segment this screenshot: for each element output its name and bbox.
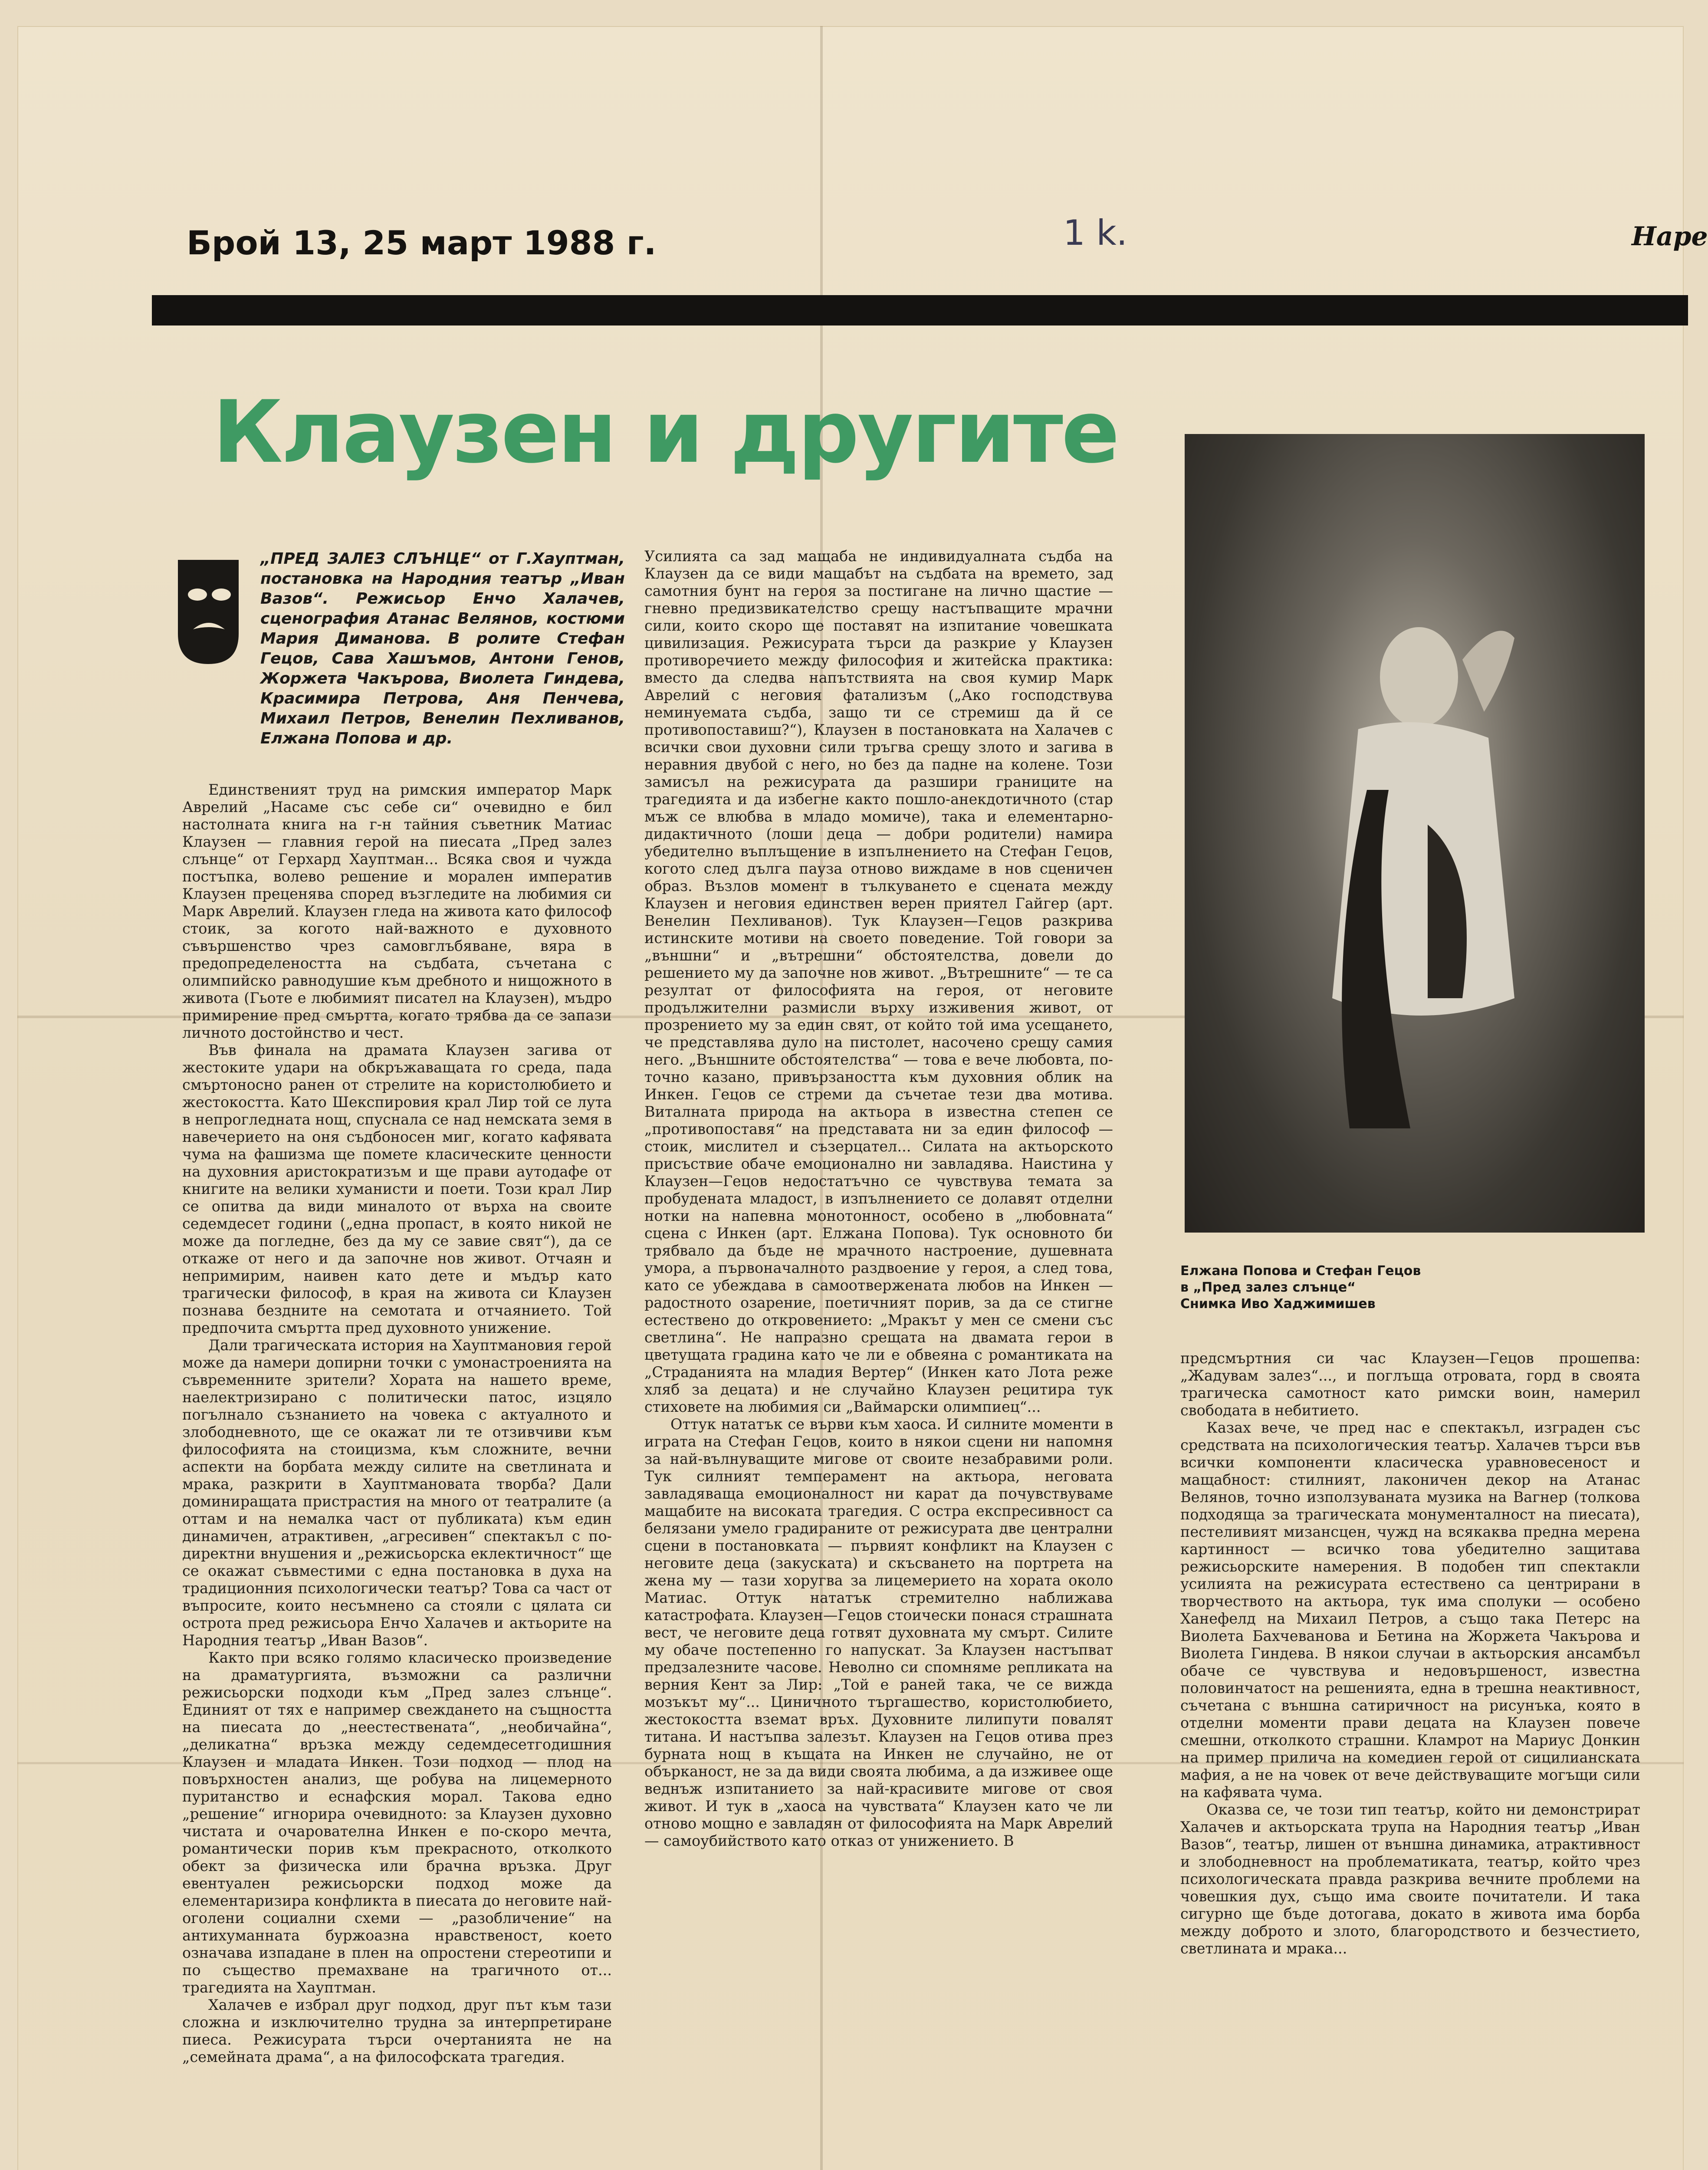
- photo-figures: [1185, 434, 1645, 1233]
- header-rule: [152, 295, 1688, 326]
- paragraph: Единственият труд на римския император Марк Аврелий „Насаме със себе си“ очевидно е бил настолната книга на г-н тайния съветник Матиас Клаузен — главния герой на пиесата „Пред залез слънце“ от Герхард Хауптман... Всяка своя и чужда постъпка, волево решение и морален императив Клаузен преценява според възгледите на любимия си Марк Аврелий. Клаузен гледа на живота като философ стоик, за когото най-важното е духовното съвършенство чрез самовглъбяване, вяра в предопределеността на съдбата, съчетана с олимпийско равнодушие към дребното и нищожното в живота (Гьоте е любимият писател на Клаузен), мъдро примирение пред смъртта, когато трябва да се запази личното достойнство и чест.: [182, 781, 612, 1041]
- article-column-3: [1180, 1350, 1640, 1957]
- caption-credit: Снимка Иво Хаджимишев: [1180, 1296, 1376, 1312]
- caption-line: Елжана Попова и Стефан Гецов: [1180, 1263, 1421, 1279]
- production-photo: [1185, 434, 1645, 1233]
- paragraph: предсмъртния си час Клаузен—Гецов прошепва: „Жадувам залез“..., и поглъща отровата, горд в своята трагическа самотност като римски воин, намерил свободата в небитието.: [1180, 1350, 1640, 1419]
- photo-caption: [1180, 1263, 1640, 1312]
- paragraph: Казах вече, че пред нас е спектакъл, изграден със средствата на психологическия театър. Халачев търси във всички компоненти класическа уравновесеност и мащабност: стилният, лаконичен декор на Атанас Велянов, точно използуваната музика на Вагнер (толкова подходяща за трагическата монументалност на пиесата), пестеливият мизансцен, чужд на всякаква предна мерена картинност — всичко това убедително защитава режисьорските намерения. В подобен тип спектакли усилията на режисурата естествено са центрирани в творчеството на актьора, тук има сполуки — особено Ханефелд на Михаил Петров, а също така Петерс на Виолета Бахчеванова и Бетина на Жоржета Чакърова и Виолета Гиндева. В някои случаи в актьорския ансамбъл обаче се чувствува и недовършеност, известна половинчатост на решенията, една в трешна неактивност, съчетана с външна сатиричност на рисунъка, която в отделни моменти прави децата на Клаузен повече смешни, отколкото страшни. Кламрот на Мариус Донкин на пример прилича на комедиен герой от сицилианската мафия, а не на човек от вече действуващите могъщи сили на кафявата чума.: [1180, 1419, 1640, 1801]
- caption-line: в „Пред залез слънце“: [1180, 1280, 1356, 1295]
- paragraph: Както при всяко голямо класическо произведение на драматургията, възможни са различни режисьорски подходи към „Пред залез слънце“. Единият от тях е например свеждането на същността на пиесата до „неестествената“, „необичайна“, „деликатна“ връзка между седемдесетгодишния Клаузен и младата Инкен. Този подход — плод на повърхностен анализ, ще робува на лицемерното пуританство и еснафския морал. Такова едно „решение“ игнорира очевидното: за Клаузен духовно чистата и очарователна Инкен е по-скоро мечта, романтически порив към прекрасното, отколкото обект за физическа или брачна връзка. Друг евентуален режисьорски подход може да елементаризира конфликта в пиесата до неговите най-оголени социални схеми — „разобличение“ на антихуманната буржоазна нравственост, което означава изпадане в плен на опростени стереотипи и по същество премахване на трагичното от... трагедията на Хауптман.: [182, 1649, 612, 1996]
- issue-date: Брой 13, 25 март 1988 г.: [187, 224, 657, 262]
- article-title: Клаузен и другите: [213, 382, 1118, 482]
- paragraph: Оттук нататък се върви към хаоса. И силните моменти в играта на Стефан Гецов, които в някои сцени ни напомня за най-вълнуващите мигове от своите незабравими роли. Тук силният темперамент на актьора, неговата завладяваща емоционалност ни карат да почувствуваме мащабите на високата трагедия. С остра експресивност са белязани умело градираните от режисурата две централни сцени в постановката — първият конфликт на Клаузен с неговите деца (закуската) и скъсването на портрета на жена му — тази хоругва за лицемерието на хората около Матиас. Оттук нататък стремително наближава катастрофата. Клаузен—Гецов стоически понася страшната вест, че неговите деца готвят духовната му смърт. Силите му обаче постепенно го напускат. За Клаузен настъпват предзалезните часове. Неволно си спомняме репликата на верния Кент за Лир: „Той е раней така, че се вижда мозъкът му“... Циничното търгашество, користолюбието, жестокостта вземат връх. Духовните лилипути повалят титана. И настъпва залезът. Клаузен на Гецов отива през бурната нощ в къщата на Инкен не случайно, не от обърканост, не за да види своята любима, а да изживее още веднъж изпитанието за най-красивите мигове от своя живот. И тук в „хаоса на чувствата“ Клаузен като че ли отново мощно е завладян от философията на Марк Аврелий — самоубийството като отказ от унижението. В: [644, 1416, 1113, 1849]
- newspaper-name: Наре: [1632, 221, 1708, 252]
- article-column-1: [182, 781, 612, 2066]
- paragraph: Оказва се, че този тип театър, който ни демонстрират Халачев и актьорската трупа на Народния театър „Иван Вазов“, театър, лишен от външна динамика, атрактивност и злободневност на проблематиката, театър, който чрез психологическата правда разкрива вечните проблеми на човешкия дух, също има своите почитатели. И така сигурно ще бъде дотогава, докато в живота има борба между доброто и злото, благородството и безчестието, светлината и мрака...: [1180, 1801, 1640, 1957]
- article-column-2: [644, 548, 1113, 1850]
- theatre-mask-icon: [174, 560, 243, 664]
- handwritten-mark: 1 k.: [1063, 213, 1128, 253]
- paragraph: Във финала на драмата Клаузен загива от жестоките удари на обкръжаващата го среда, пада смъртоносно ранен от стрелите на користолюбието и жестокостта. Като Шекспировия крал Лир той се лута в непрогледната нощ, спуснала се над немската земя в навечерието на оня съдбоносен миг, когато кафявата чума на фашизма ще помете класическите ценности на духовния аристократизъм и ще прави аутодафе от книгите на велики хуманисти и поети. Този крал Лир се опитва да види миналото от върха на своите седемдесет години („една пропаст, в която никой не може да погледне, без да му се завие свят“), да се откаже от него и да започне нов живот. Отчаян и непримирим, наивен като дете и мъдър като трагически философ, в края на живота си Клаузен познава бездните на семотата и отчаянието. Той предпочита смъртта пред духовното унижение.: [182, 1042, 612, 1336]
- production-credits: „ПРЕД ЗАЛЕЗ СЛЪНЦЕ“ от Г.Хауптман, постановка на Народния театър „Иван Вазов“. Режисьор Енчо Халачев, сценография Атанас Велянов, костюми Мария Диманова. В ролите Стефан Гецов, Сава Хашъмов, Антони Генов, Жоржета Чакърова, Виолета Гиндева, Красимира Петрова, Аня Пенчева, Михаил Петров, Венелин Пехливанов, Елжана Попова и др.: [260, 550, 625, 747]
- paragraph: Дали трагическата история на Хауптмановия герой може да намери допирни точки с умонастроенията на съвременните зрители? Хората на нашето време, наелектризирано с политически патос, изцяло погълнало съзнанието на човека с актуалното и злободневното, ще се окажат ли те отзивчиви към философията на стоицизма, към сложните, вечни аспекти на борбата между силите на светлината и мрака, разкрити в Хауптмановата творба? Дали доминиращата пристрастия на много от театралите (а оттам и на немалка част от публиката) към един динамичен, атрактивен, „агресивен“ спектакъл с по-директни внушения и „режисьорска еклектичност“ ще се окажат съвместими с една постановка в духа на традиционния психологически театър? Това са част от въпросите, които несъмнено са стояли с цялата си острота пред режисьора Енчо Халачев и актьорите на Народния театър „Иван Вазов“.: [182, 1337, 612, 1649]
- paragraph: Усилията са зад мащаба не индивидуалната съдба на Клаузен да се види мащабът на съдбата на времето, зад самотния бунт на героя за постигане на лично щастие — гневно предизвикателство срещу настъпващите мрачни сили, които скоро ще поставят на изпитание човешката цивилизация. Режисурата търси да разкрие у Клаузен противоречието между философия и житейска практика: вместо да следва напътствията на своя кумир Марк Аврелий с неговия фатализъм („Ако господствува неминуемата съдба, защо ти се стремиш да й се противопоставиш?“), Клаузен в постановката на Халачев с всички свои духовни сили тръгва срещу злото и загива в неравния двубой с него, но без да падне на колене. Този замисъл на режисурата да разшири границите на трагедията и да избегне както пошло-анекдотичното (стар мъж се влюбва в младо момиче), така и елементарно-дидактичното (лоши деца — добри родители) намира убедително въплъщение в изпълнението на Стефан Гецов, когото след дълга пауза отново виждаме в нов сценичен образ. Възлов момент в тълкуването е сцената между Клаузен и неговия единствен верен приятел Гайгер (арт. Венелин Пехливанов). Тук Клаузен—Гецов разкрива истинските мотиви на своето поведение. Той говори за „външни“ и „вътрешни“ обстоятелства, довели до решението му да започне нов живот. „Вътрешните“ — те са резултат от философията на героя, от неговите продължителни размисли върху изживения живот, от прозрението му за един свят, от който той има усещането, че представлява дуло на пистолет, насочено срещу самия него. „Външните обстоятелства“ — това е вече любовта, по-точно казано, привързаността към духовния облик на Инкен. Гецов се стреми да съчетае тези два мотива. Виталната природа на актьора в известна степен се „противопоставя“ на представата ни за един философ — стоик, мислител и съзерцател... Силата на актьорското присъствие обаче емоционално ни завладява. Наистина у Клаузен—Гецов недостатъчно се чувствува темата за пробудената младост, в изпълнението се долавят отделни нотки на напевна монотонност, особено в „любовната“ сцена с Инкен (арт. Елжана Попова). Тук основното би трябвало да бъде не мрачното настроение, душевната умора, а първоначалното раздвоение у героя, а след това, като се убеждава в самоотвержената любов на Инкен — радостното озарение, поетичният порив, за да се стигне естествено до откровението: „Мракът у мен се смени със светлина“. Не напразно срещата на двамата герои в цветущата градина като че ли е обвеяна с романтиката на „Страданията на младия Вертер“ (Инкен като Лота реже хляб за децата) и не случайно Клаузен рецитира тук стиховете на любимия си „Ваймарски олимпиец“...: [644, 548, 1113, 1415]
- paragraph: Халачев е избрал друг подход, друг път към тази сложна и изключително трудна за интерпретиране пиеса. Режисурата търси очертанията не на „семейната драма“, а на философската трагедия.: [182, 1996, 612, 2065]
